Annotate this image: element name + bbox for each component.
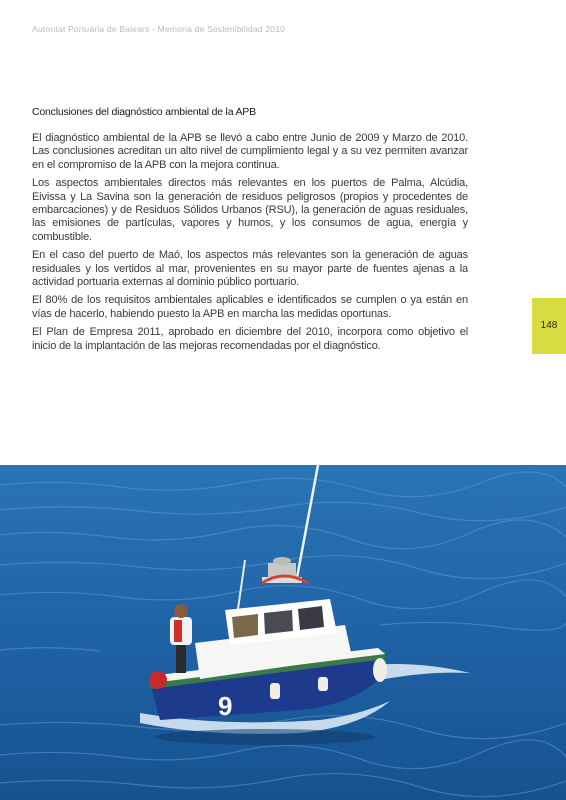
running-header: Autoritat Portuària de Balears - Memoria de Sostenibilidad 2010 [32,24,286,34]
boat-shadow [155,729,375,745]
page-number: 148 [540,320,558,331]
paragraph-5: El Plan de Empresa 2011, aprobado en diciembre del 2010, incorpora como objetivo el inicio de la implantación de las mejoras recomendadas por el diagnóstico. [32,326,468,352]
paragraph-2: Los aspectos ambientales directos más relevantes en los puertos de Palma, Alcúdia, Eivissa y La Savina son la generación de residuos peligrosos (propios y procedentes de embarcaciones) y de Residuos Sólidos Urbanos (RSU), la generación de aguas residuales, las emisiones de partículas, vapores y humos, y los consumos de agua, energía y combustible. [32,177,468,243]
page-number-tab [532,298,566,354]
paragraph-1: El diagnóstico ambiental de la APB se llevó a cabo entre Junio de 2009 y Marzo de 2010. Las conclusiones acreditan un alto nivel de cumplimiento legal y a su vez permiten avanzar en el compromiso de la APB con la mejora continua. [32,132,468,171]
section-title: Conclusiones del diagnóstico ambiental de la APB [32,106,256,118]
boat-number: 9 [218,691,233,721]
paragraph-4: El 80% de los requisitos ambientales aplicables e identificados se cumplen o ya están en vías de hacerlo, habiendo puesto la APB en marcha las medidas oportunas. [32,294,468,320]
body-text [32,132,468,358]
paragraph-3: En el caso del puerto de Maó, los aspectos más relevantes son la generación de aguas residuales y los vertidos al mar, provenientes en su mayor parte de fuentes ajenas a la actividad portuaria externas al dominio público portuario. [32,249,468,289]
boat-photo [0,465,566,800]
boat-fender [149,671,167,689]
